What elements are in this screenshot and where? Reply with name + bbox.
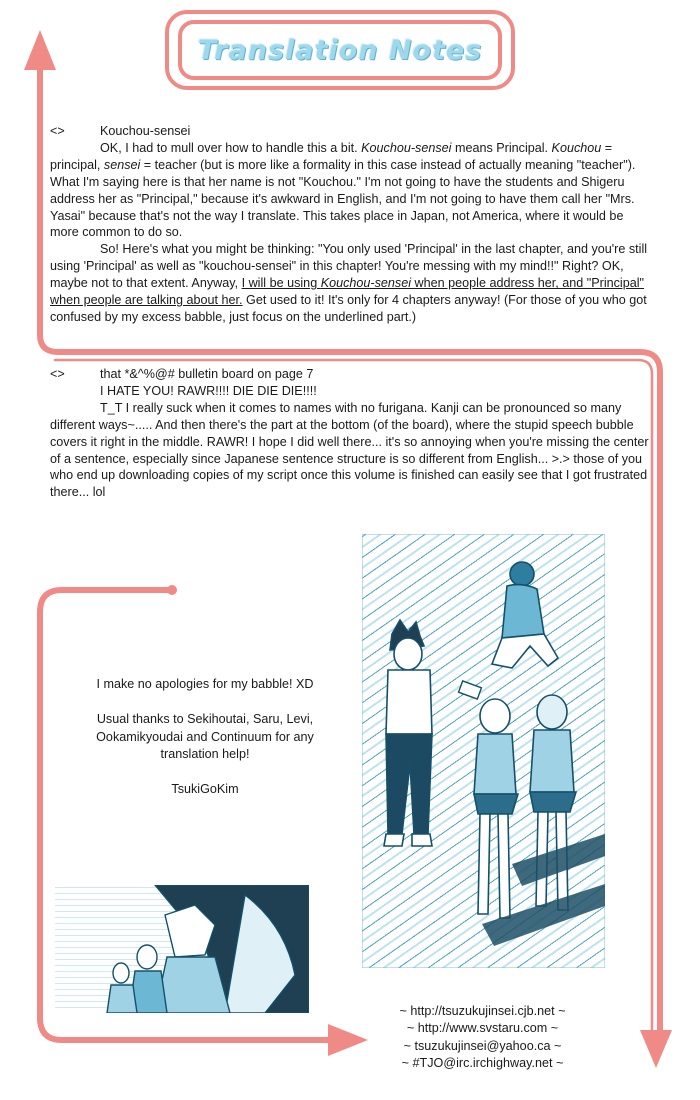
text-run: I will be using (241, 276, 321, 291)
text-run: Kouchou-sensei (320, 276, 412, 291)
contact-links (360, 1003, 605, 1073)
note-marker: <> (50, 367, 65, 381)
note-paragraph (50, 241, 655, 326)
page-title: Translation Notes (197, 34, 483, 66)
text-run: Kouchou-sensei (361, 140, 452, 155)
text-run: when people address her, and "Principal" when people are talking about her. (50, 276, 645, 308)
note-header (50, 123, 655, 140)
closing-message (70, 676, 340, 816)
title-inner-frame (178, 20, 502, 80)
text-run: So! Here's what you might be thinking: "You only used 'Principal' in the last chapter, and you're still using 'Principal' as well as "kouchou-sensei" in this chapter! You're messing with my mind!!" Right? OK, maybe not to that extent. Anyway, (50, 242, 648, 291)
text-run: = principal, (50, 140, 613, 172)
note-heading: that *&^%@# bulletin board on page 7 (100, 367, 314, 381)
signature: TsukiGoKim (171, 782, 239, 796)
arrow-head-down (640, 1030, 672, 1068)
arrow-head-up (24, 30, 56, 70)
note-heading: Kouchou-sensei (100, 124, 191, 138)
text-run: = teacher (but is more like a formality in this case instead of actually meaning "teacher"). What I'm saying here is that her name is not "Kouchou." I'm not going to have the students and Shigeru address her as "Principal," because it's awkward in English, and I'm not going to have them call her "Mrs. Yasai" because that's not the way I translate. This takes place in Japan, not America, where it would be more common to do so. (50, 157, 636, 240)
arrow-tail-dot (167, 585, 177, 595)
note-kouchou-sensei (50, 123, 655, 326)
apology-text: I make no apologies for my babble! XD (96, 677, 314, 691)
contact-website-svstaru[interactable]: ~ http://www.svstaru.com ~ (406, 1021, 559, 1036)
manga-illustration-students (362, 534, 605, 968)
note-paragraph (50, 400, 655, 501)
note-line: I HATE YOU! RAWR!!!! DIE DIE DIE!!!! (100, 383, 317, 398)
text-run: Kouchou (551, 140, 602, 155)
text-run: T_T I really suck when it comes to names with no furigana. Kanji can be pronounced so many different ways~..... And then there's the part at the bottom (of the board), where the stupid speech bubble covers it right in the middle. RAWR! I hope I did well there... it's so annoying when you're missing the center of a sentence, especially since Japanese sentence structure is so different from English... >.> those of you who end up downloading copies of my script once this volume is finished can easily see that I got frustrated there... lol (50, 400, 649, 500)
contact-website[interactable]: ~ http://tsuzukujinsei.cjb.net ~ (399, 1004, 566, 1018)
contact-email[interactable]: ~ tsuzukujinsei@yahoo.ca ~ (403, 1038, 562, 1053)
note-bulletin-board (50, 366, 655, 501)
text-run: OK, I had to mull over how to handle this a bit. (100, 140, 362, 155)
note-header (50, 366, 655, 383)
thanks-text: Usual thanks to Sekihoutai, Saru, Levi, Ookamikyoudai and Continuum for any translation help! (96, 712, 314, 761)
note-marker: <> (50, 124, 65, 138)
text-run: sensei (103, 157, 141, 172)
manga-illustration-panel (55, 885, 309, 1013)
note-paragraph (50, 140, 655, 241)
contact-irc[interactable]: ~ #TJO@irc.irchighway.net ~ (401, 1056, 564, 1071)
text-run: Get used to it! It's only for 4 chapters anyway! (For those of you who got confused by my excess babble, just focus on the underlined part.) (50, 293, 647, 324)
text-run: means Principal. (451, 140, 552, 155)
